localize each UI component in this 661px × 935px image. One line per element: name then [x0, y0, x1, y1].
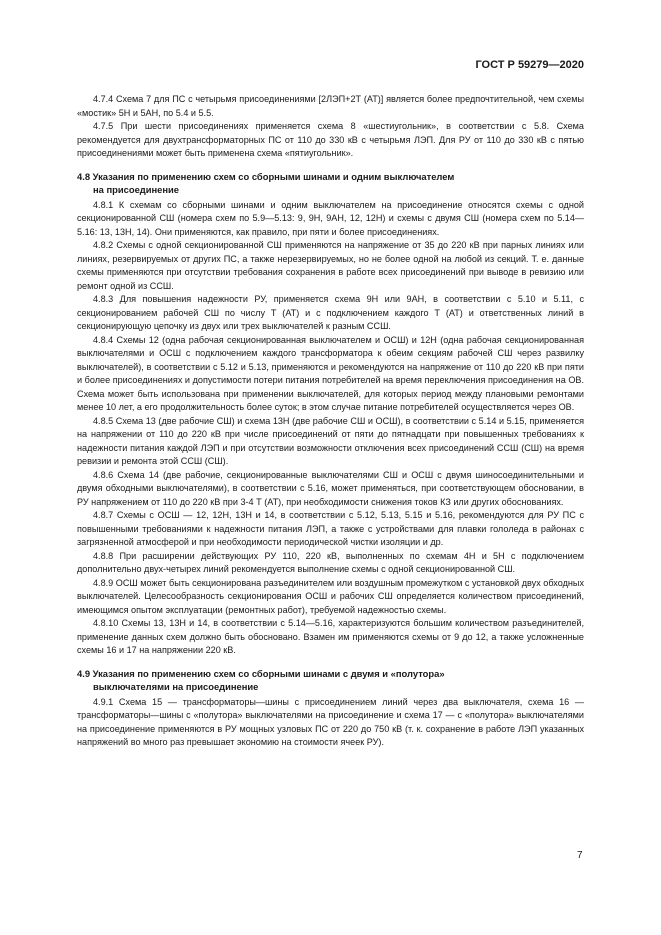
paragraph-4-9-1: 4.9.1 Схема 15 — трансформаторы—шины с присоединением линий через два выключателя, схема 16 — трансформаторы—шины с «полутора» выключателями на присоединение и схема 17 — с «полутора» выключателями на присоединение применяются в РУ мощных узловых ПС от 220 до 750 кВ (т. к. сохранение в работе ЛЭП указанных напряжений во много раз превышает экономию на стоимости ячеек РУ). — [77, 696, 584, 747]
paragraph-4-8-8: 4.8.8 При расширении действующих РУ 110, 220 кВ, выполненных по схемам 4Н и 5Н с подключением дополнительно двух-четырех линий рекомендуется выполнение схемы с одной секционированной СШ. — [77, 550, 584, 574]
section-heading-4-9-line1: 4.9 Указания по применению схем со сборными шинами с двумя и «полутора» — [77, 667, 445, 679]
paragraph-4-8-3: 4.8.3 Для повышения надежности РУ, применяется схема 9Н или 9АН, в соответствии с 5.10 и 5.11, с секционированием рабочей СШ по числу Т (АТ) и с подключением каждого Т (АТ) и ответственных линий в секционирующую цепочку из двух или трех выключателей к разным ССШ. — [77, 294, 584, 331]
paragraph-4-8-6: 4.8.6 Схема 14 (две рабочие, секционированные выключателями СШ и ОСШ с двумя шиносоединительными и двумя обходными выключателями), в соответствии с 5.16, может применяться, при соответствующем обосновании, в РУ напряжением от 110 до 220 кВ при 3-4 Т (АТ), при необходимости снижения токов КЗ или других обоснованиях. — [77, 469, 584, 507]
section-heading-4-9 — [77, 667, 584, 693]
paragraph-4-7-4: 4.7.4 Схема 7 для ПС с четырьмя присоединениями [2ЛЭП+2Т (АТ)] является более предпочтительной, чем схемы «мостик» 5Н и 5АН, по 5.4 и 5.5. — [77, 94, 584, 118]
paragraph-4-8-2: 4.8.2 Схемы с одной секционированной СШ применяются на напряжение от 35 до 220 кВ при парных линиях или линиях, резервируемых от других ПС, а также нерезервируемых, но не более одной на любой из секций. Т. е. данные схемы применяются при отсутствии требования сохранения в работе всех присоединений при выводе в ревизию или ремонт одной из ССШ. — [77, 240, 584, 291]
section-heading-4-8-line2: на присоединение — [93, 183, 180, 195]
page-number: 7 — [577, 850, 583, 861]
document-body — [77, 93, 584, 750]
section-heading-4-8 — [77, 170, 584, 196]
paragraph-4-8-4: 4.8.4 Схемы 12 (одна рабочая секционированная выключателем и ОСШ) и 12Н (одна рабочая секционированная выключателями и ОСШ с подключением каждого трансформатора к обеим секциям рабочей СШ через развилку выключателей), в соответствии с 5.12 и 5.13, применяются и рекомендуются на напряжение от 110 до 220 кВ при пяти и более присоединениях и допустимости потери питания потребителей на время переключения присоединения на ОВ. Схема может быть использована при применении выключателей, для которых период между плановыми ремонтами менее 10 лет, а его продолжительность более суток; в этом случае питание потребителей осуществляется через ОВ. — [77, 334, 584, 412]
paragraph-4-7-5: 4.7.5 При шести присоединениях применяется схема 8 «шестиугольник», в соответствии с 5.8. Схема рекомендуется для двухтрансформаторных ПС от 110 до 330 кВ с четырьмя ЛЭП. Для РУ от 110 до 330 кВ с пятью присоединениями может быть применена схема «пятиугольник». — [77, 121, 584, 158]
paragraph-4-8-7: 4.8.7 Схемы с ОСШ — 12, 12Н, 13Н и 14, в соответствии с 5.12, 5.13, 5.15 и 5.16, рекомендуются для РУ ПС с повышенными требованиями к надежности питания ЛЭП, а также с устройствами для плавки гололеда в районах с загрязненной атмосферой и при необходимости периодической чистки изоляции и др. — [77, 510, 584, 547]
paragraph-4-8-9: 4.8.9 ОСШ может быть секционирована разъединителем или воздушным промежутком с установкой двух обходных выключателей. Целесообразность секционирования ОСШ и рабочих СШ определяется количеством присоединений, имеющимся опытом эксплуатации (ремонтных работ), требуемой надежностью схемы. — [77, 577, 584, 615]
document-header: ГОСТ Р 59279—2020 — [475, 59, 584, 71]
section-heading-4-8-line1: 4.8 Указания по применению схем со сборными шинами и одним выключателем — [77, 170, 455, 182]
paragraph-4-8-1: 4.8.1 К схемам со сборными шинами и одним выключателем на присоединение относятся схемы с одной секционированной СШ (номера схем по 5.9—5.13: 9, 9Н, 9АН, 12, 12Н) и схемы с двумя СШ (номера схем по 5.14—5.16: 13, 13Н, 14). Они применяются, как правило, при пяти и более присоединениях. — [77, 199, 584, 237]
paragraph-4-8-5: 4.8.5 Схема 13 (две рабочие СШ) и схема 13Н (две рабочие СШ и ОСШ), в соответствии с 5.14 и 5.15, применяется на напряжении от 110 до 220 кВ при числе присоединений от пяти до пятнадцати при повышенных требованиях к надежности питания каждой ЛЭП и при отсутствии возможности отключения всех присоединений ССШ (СШ) на время ревизии и ремонта этой ССШ (СШ). — [77, 415, 584, 466]
section-heading-4-9-line2: выключателями на присоединение — [93, 680, 259, 692]
paragraph-4-8-10: 4.8.10 Схемы 13, 13Н и 14, в соответствии с 5.14—5.16, характеризуются большим количеством разъединителей, применение данных схем должно быть обосновано. Взамен им применяются схемы от 9 до 12, а также усложненные схемы 16 и 17 на напряжении 220 кВ. — [77, 618, 584, 655]
